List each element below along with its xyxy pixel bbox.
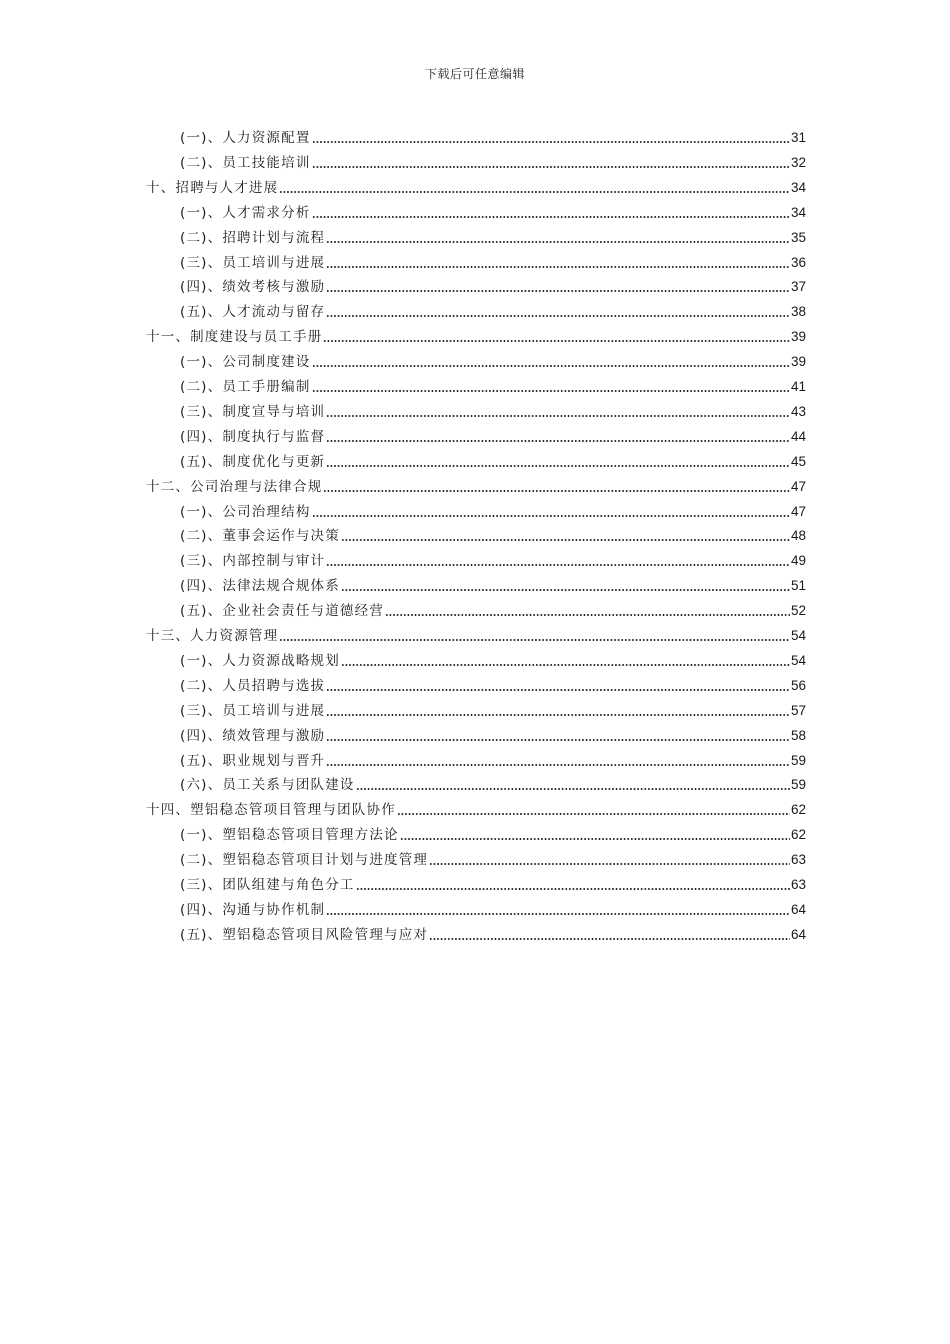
toc-entry-title: (四)、绩效管理与激励	[180, 727, 326, 744]
toc-entry-title: (二)、员工手册编制	[180, 379, 311, 395]
toc-entry-title: (五)、职业规划与晋升	[180, 752, 326, 769]
toc-entry-title: (一)、公司制度建设	[180, 354, 311, 371]
toc-entry-title: (五)、塑铝稳态管项目风险管理与应对	[180, 926, 429, 943]
toc-dot-leader	[326, 439, 790, 443]
toc-dot-leader	[312, 165, 790, 169]
toc-dot-leader	[312, 364, 790, 368]
toc-dot-leader	[326, 912, 790, 916]
toc-dot-leader	[326, 265, 790, 269]
toc-chapter-entry[interactable]	[146, 798, 806, 820]
toc-section-entry[interactable]	[180, 400, 806, 422]
toc-entry-title: (三)、团队组建与角色分工	[180, 877, 355, 893]
toc-page-number: 44	[790, 428, 806, 444]
toc-page-number: 64	[790, 926, 806, 942]
toc-dot-leader	[326, 763, 790, 767]
toc-dot-leader	[326, 738, 790, 742]
toc-section-entry[interactable]	[180, 773, 806, 795]
toc-dot-leader	[326, 314, 790, 318]
toc-entry-title: 十二、公司治理与法律合规	[146, 478, 323, 495]
toc-entry-title: (一)、人才需求分析	[180, 204, 311, 221]
toc-page-number: 43	[790, 403, 806, 419]
toc-section-entry[interactable]	[180, 375, 806, 397]
toc-dot-leader	[341, 663, 790, 667]
toc-entry-title: (五)、制度优化与更新	[180, 453, 326, 470]
toc-page-number: 37	[790, 279, 806, 295]
toc-entry-title: (二)、招聘计划与流程	[180, 229, 326, 246]
toc-page-number: 63	[790, 877, 806, 892]
toc-page-number: 63	[790, 852, 806, 868]
toc-page-number: 45	[790, 453, 806, 469]
toc-section-entry[interactable]	[180, 898, 806, 920]
toc-chapter-entry[interactable]	[146, 325, 806, 347]
toc-chapter-entry[interactable]	[146, 176, 806, 198]
toc-entry-title: 十、招聘与人才进展	[146, 179, 279, 196]
toc-page-number: 59	[790, 777, 806, 793]
toc-page-number: 56	[790, 677, 806, 693]
toc-dot-leader	[356, 787, 790, 791]
toc-page-number: 39	[790, 354, 806, 370]
toc-entry-title: (一)、公司治理结构	[180, 503, 311, 520]
toc-dot-leader	[326, 713, 790, 717]
toc-dot-leader	[429, 862, 790, 866]
toc-entry-title: (三)、员工培训与进展	[180, 254, 326, 271]
toc-entry-title: (三)、内部控制与审计	[180, 553, 326, 570]
toc-entry-title: (一)、人力资源配置	[180, 130, 311, 146]
toc-page-number: 54	[790, 652, 806, 668]
toc-dot-leader	[400, 837, 790, 841]
toc-entry-title: (四)、法律法规合规体系	[180, 578, 340, 595]
page-header-note: 下载后可任意编辑	[424, 67, 525, 81]
toc-section-entry[interactable]	[180, 873, 806, 895]
toc-section-entry[interactable]	[180, 350, 806, 372]
toc-page-number: 58	[790, 727, 806, 743]
toc-section-entry[interactable]	[180, 500, 806, 522]
toc-section-entry[interactable]	[180, 524, 806, 546]
toc-section-entry[interactable]	[180, 574, 806, 596]
toc-entry-title: (三)、制度宣导与培训	[180, 403, 326, 420]
toc-entry-title: (六)、员工关系与团队建设	[180, 777, 355, 794]
toc-section-entry[interactable]	[180, 649, 806, 671]
toc-page-number: 32	[790, 154, 806, 170]
toc-page-number: 62	[790, 802, 806, 818]
toc-page-number: 51	[790, 578, 806, 594]
toc-entry-title: (二)、董事会运作与决策	[180, 528, 340, 545]
toc-dot-leader	[312, 389, 790, 393]
toc-dot-leader	[326, 563, 790, 567]
toc-entry-title: (二)、员工技能培训	[180, 154, 311, 171]
toc-page-number: 47	[790, 478, 806, 494]
toc-section-entry[interactable]	[180, 151, 806, 173]
toc-section-entry[interactable]	[180, 923, 806, 945]
toc-entry-title: (一)、人力资源战略规划	[180, 652, 340, 669]
toc-section-entry[interactable]	[180, 450, 806, 472]
toc-dot-leader	[312, 514, 790, 518]
toc-section-entry[interactable]	[180, 275, 806, 297]
toc-page-number: 34	[790, 204, 806, 220]
toc-page-number: 48	[790, 528, 806, 544]
toc-entry-title: (五)、企业社会责任与道德经营	[180, 603, 385, 620]
toc-section-entry[interactable]	[180, 126, 806, 148]
toc-page-number: 64	[790, 901, 806, 917]
toc-page-number: 57	[790, 702, 806, 718]
toc-dot-leader	[326, 414, 790, 418]
toc-dot-leader	[279, 190, 790, 194]
toc-entry-title: (四)、绩效考核与激励	[180, 279, 326, 296]
toc-page-number: 41	[790, 379, 806, 394]
toc-section-entry[interactable]	[180, 549, 806, 571]
toc-section-entry[interactable]	[180, 749, 806, 771]
toc-section-entry[interactable]	[180, 300, 806, 322]
toc-dot-leader	[397, 812, 790, 816]
toc-section-entry[interactable]	[180, 201, 806, 223]
toc-entry-title: (一)、塑铝稳态管项目管理方法论	[180, 827, 399, 844]
toc-chapter-entry[interactable]	[146, 624, 806, 646]
toc-dot-leader	[326, 240, 790, 244]
toc-page-number: 52	[790, 603, 806, 619]
toc-dot-leader	[326, 289, 790, 293]
toc-dot-leader	[326, 688, 790, 692]
toc-section-entry[interactable]	[180, 823, 806, 845]
toc-section-entry[interactable]	[180, 699, 806, 721]
toc-page-number: 49	[790, 553, 806, 569]
toc-entry-title: (二)、塑铝稳态管项目计划与进度管理	[180, 852, 429, 869]
toc-dot-leader	[323, 489, 790, 493]
toc-entry-title: 十一、制度建设与员工手册	[146, 329, 323, 346]
toc-section-entry[interactable]	[180, 848, 806, 870]
toc-dot-leader	[312, 140, 790, 144]
toc-entry-title: (四)、制度执行与监督	[180, 428, 326, 445]
toc-dot-leader	[429, 937, 790, 941]
toc-page-number: 39	[790, 329, 806, 345]
toc-page-number: 38	[790, 304, 806, 320]
toc-dot-leader	[323, 339, 790, 343]
toc-entry-title: 十四、塑铝稳态管项目管理与团队协作	[146, 802, 396, 819]
toc-dot-leader	[279, 638, 790, 642]
toc-page-number: 62	[790, 827, 806, 843]
toc-page-number: 34	[790, 179, 806, 195]
toc-section-entry[interactable]	[180, 674, 806, 696]
toc-entry-title: (四)、沟通与协作机制	[180, 901, 326, 918]
toc-section-entry[interactable]	[180, 724, 806, 746]
toc-chapter-entry[interactable]	[146, 475, 806, 497]
toc-section-entry[interactable]	[180, 599, 806, 621]
toc-page-number: 35	[790, 229, 806, 245]
toc-page-number: 36	[790, 254, 806, 270]
toc-dot-leader	[326, 464, 790, 468]
toc-entry-title: (五)、人才流动与留存	[180, 304, 326, 321]
toc-entry-title: (二)、人员招聘与选拔	[180, 677, 326, 694]
toc-section-entry[interactable]	[180, 226, 806, 248]
toc-dot-leader	[385, 613, 790, 617]
toc-dot-leader	[356, 887, 790, 891]
toc-page-number: 31	[790, 130, 806, 145]
toc-dot-leader	[341, 538, 790, 542]
toc-entry-title: 十三、人力资源管理	[146, 628, 279, 644]
toc-section-entry[interactable]	[180, 425, 806, 447]
toc-page-number: 59	[790, 752, 806, 768]
toc-dot-leader	[312, 215, 790, 219]
toc-page-number: 54	[790, 628, 806, 643]
toc-dot-leader	[341, 588, 790, 592]
toc-section-entry[interactable]	[180, 251, 806, 273]
toc-entry-title: (三)、员工培训与进展	[180, 702, 326, 719]
toc-page-number: 47	[790, 503, 806, 519]
